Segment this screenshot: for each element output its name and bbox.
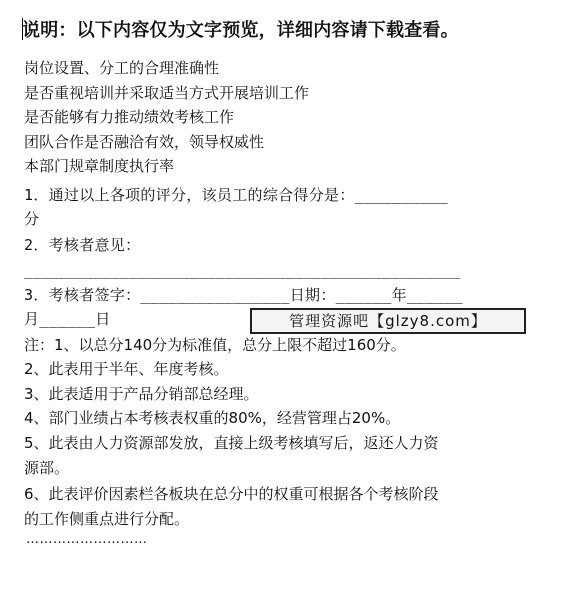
opinion-blank-line: __________________________________________________ xyxy=(24,263,461,279)
note-line: 4、部门业绩占本考核表权重的80%，经营管理占20%。 xyxy=(24,409,401,427)
text-line: 岗位设置、分工的合理准确性 xyxy=(24,59,220,77)
reviewer-opinion-label: 2．考核者意见： xyxy=(24,236,141,254)
note-line: 2、此表用于半年、年度考核。 xyxy=(24,360,229,378)
preview-notice: 说明：以下内容仅为文字预览，详细内容请下载查看。 xyxy=(22,20,459,41)
ellipsis: ……………………… xyxy=(26,532,148,547)
date-line-cont: 月______日 xyxy=(24,310,111,328)
note-line: 6、此表评价因素栏各板块在总分中的权重可根据各个考核阶段 xyxy=(24,485,439,503)
note-line: 源部。 xyxy=(24,459,70,477)
text-line: 是否重视培训并采取适当方式开展培训工作 xyxy=(24,84,310,102)
note-line: 注：1、以总分140分为标准值，总分上限不超过160分。 xyxy=(24,336,406,354)
score-line: 1．通过以上各项的评分，该员工的综合得分是：__________ xyxy=(24,186,448,204)
note-line: 5、此表由人力资源部发放，直接上级考核填写后，返还人力资 xyxy=(24,434,439,452)
watermark-banner: 管理资源吧【glzy8.com】 xyxy=(250,308,526,334)
text-line: 本部门规章制度执行率 xyxy=(24,157,175,175)
text-line: 分 xyxy=(24,210,40,228)
note-line: 3、此表适用于产品分销部总经理。 xyxy=(24,385,259,403)
text-line: 是否能够有力推动绩效考核工作 xyxy=(24,108,235,126)
note-line: 的工作侧重点进行分配。 xyxy=(24,510,190,528)
signature-date-line: 3．考核者签字：________________日期：______年______ xyxy=(24,286,463,304)
text-line: 团队合作是否融洽有效，领导权威性 xyxy=(24,133,265,151)
